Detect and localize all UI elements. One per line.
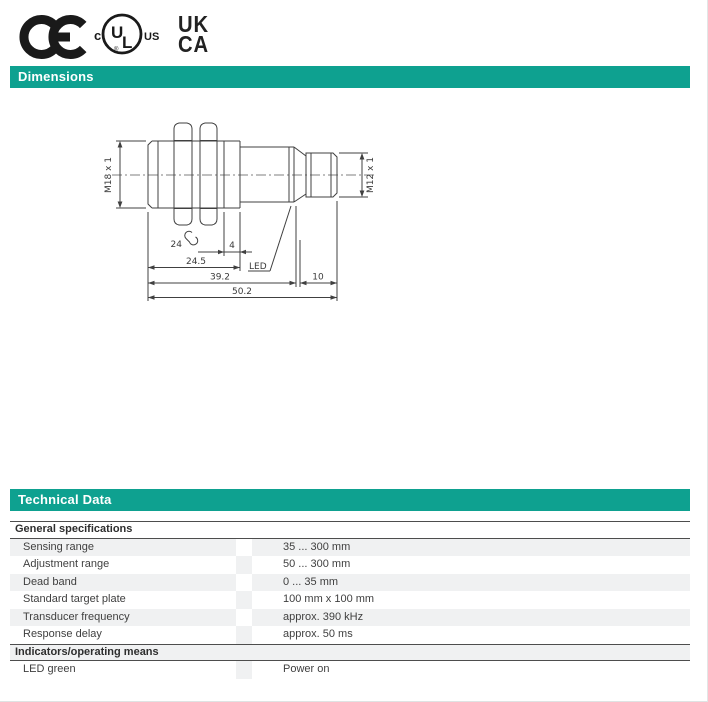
section-row-label: Indicators/operating means xyxy=(15,645,159,658)
certification-logos xyxy=(10,8,270,60)
row-value: 100 mm x 100 mm xyxy=(252,591,690,609)
row-spacer xyxy=(236,626,252,644)
row-label: Adjustment range xyxy=(10,556,236,574)
row-label: Sensing range xyxy=(10,539,236,557)
cul-u-label: U xyxy=(111,23,124,42)
table-row xyxy=(10,556,690,574)
hex-nut-2 xyxy=(200,123,217,225)
wrench-size-callout xyxy=(171,231,198,250)
dim-body-length xyxy=(148,273,337,286)
row-label: Response delay xyxy=(10,626,236,644)
ukca-uk-label: UK xyxy=(178,10,209,38)
row-spacer xyxy=(236,591,252,609)
table-row xyxy=(10,661,690,679)
dimensions-section-header xyxy=(10,66,690,88)
wrench-size-label: 24 xyxy=(170,240,182,250)
dim-connector-label: 10 xyxy=(312,272,324,283)
cul-l-label: L xyxy=(122,33,133,52)
row-value: 35 ... 300 mm xyxy=(252,539,690,557)
sensor-body-outline xyxy=(148,141,240,208)
wrench-icon xyxy=(185,231,198,245)
row-value: Power on xyxy=(252,661,690,679)
row-label: Transducer frequency xyxy=(10,609,236,627)
table-section-row xyxy=(10,644,690,662)
technical-data-section-header xyxy=(10,489,690,511)
cul-us-label: US xyxy=(144,31,160,43)
dim-thread-length-label: 24.5 xyxy=(185,257,207,267)
table-row xyxy=(10,574,690,592)
cul-registered-label: ® xyxy=(114,47,119,53)
table-row xyxy=(10,626,690,644)
row-label: Dead band xyxy=(10,574,236,592)
cul-c-label: c xyxy=(94,28,102,43)
dimensions-title: Dimensions xyxy=(18,69,94,84)
row-value: 50 ... 300 mm xyxy=(252,556,690,574)
ukca-ca-label: CA xyxy=(178,30,209,58)
technical-data-table xyxy=(10,521,690,679)
row-spacer xyxy=(236,556,252,574)
extension-lines xyxy=(148,201,337,301)
row-value: 0 ... 35 mm xyxy=(252,574,690,592)
section-row-label: General specifications xyxy=(15,523,133,535)
rear-housing-outline xyxy=(240,147,306,202)
hex-nut-1 xyxy=(174,123,192,225)
row-spacer xyxy=(236,539,252,557)
table-row xyxy=(10,591,690,609)
led-callout xyxy=(248,206,291,272)
row-spacer xyxy=(236,609,252,627)
row-spacer xyxy=(236,661,252,679)
thread-left-label: M18 x 1 xyxy=(104,157,114,193)
dim-total-label: 50.2 xyxy=(231,287,253,297)
dimension-drawing xyxy=(100,108,392,310)
table-section-row xyxy=(10,521,690,539)
row-label: LED green xyxy=(10,661,236,679)
row-value: approx. 50 ms xyxy=(252,626,690,644)
ce-mark-icon xyxy=(24,20,83,55)
table-row xyxy=(10,609,690,627)
cul-us-mark-icon xyxy=(94,15,159,53)
row-spacer xyxy=(236,574,252,592)
dim-nut-label: 4 xyxy=(229,241,235,251)
led-label: LED xyxy=(249,262,267,272)
ukca-mark-icon xyxy=(178,11,209,58)
dim-m18 xyxy=(104,141,146,208)
dim-m12 xyxy=(339,153,376,197)
row-value: approx. 390 kHz xyxy=(252,609,690,627)
dim-body-length-label: 39.2 xyxy=(209,272,231,283)
technical-data-title: Technical Data xyxy=(18,492,112,507)
row-label: Standard target plate xyxy=(10,591,236,609)
dim-total-length xyxy=(148,287,337,300)
table-row xyxy=(10,539,690,557)
dim-nut-width xyxy=(198,241,252,254)
thread-right-label: M12 x 1 xyxy=(366,157,376,193)
dim-thread-length xyxy=(148,257,240,270)
